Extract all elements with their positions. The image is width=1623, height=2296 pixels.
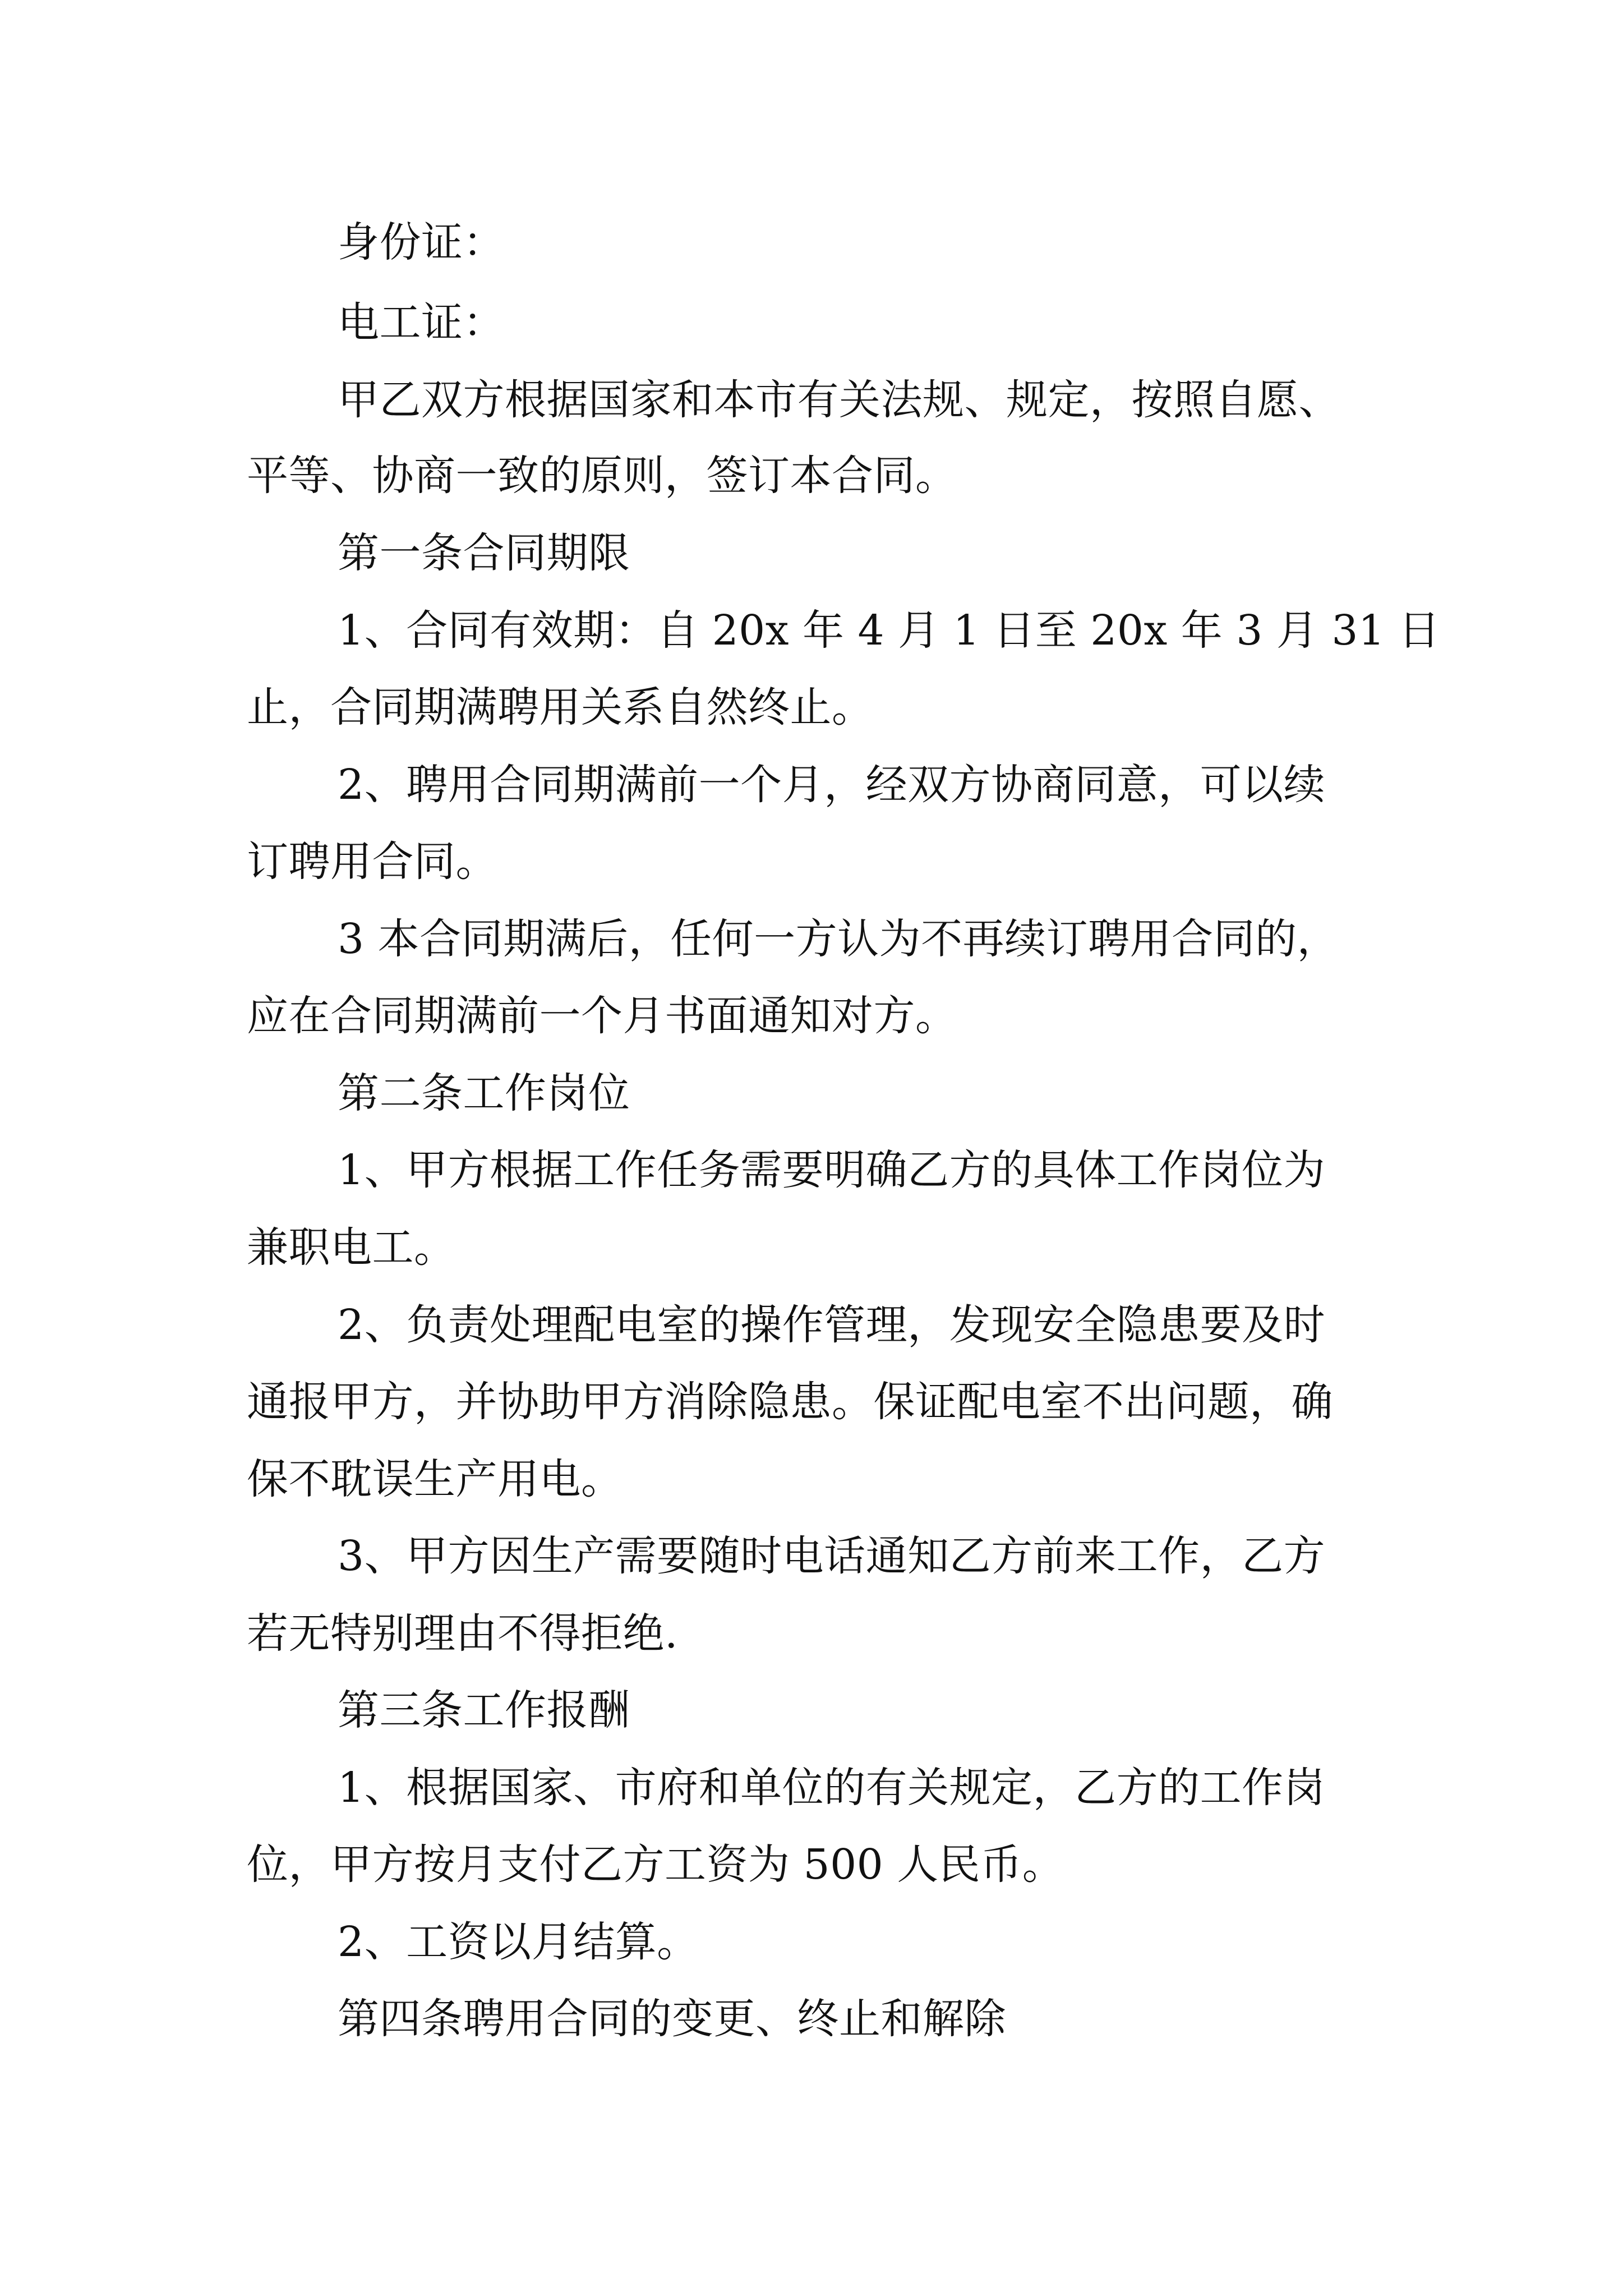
article-1-item-1-line-1: 1、合同有效期：自 20x 年 4 月 1 日至 20x 年 3 月 31 日 — [338, 606, 1441, 655]
article-4-heading: 第四条聘用合同的变更、终止和解除 — [338, 1995, 1006, 2043]
article-1-item-1-line-2: 止，合同期满聘用关系自然终止。 — [247, 683, 874, 731]
preamble-line-1: 甲乙双方根据国家和本市有关法规、规定，按照自愿、 — [338, 376, 1340, 424]
article-1-item-2-line-2: 订聘用合同。 — [247, 838, 497, 886]
article-3-item-1-line-2: 位，甲方按月支付乙方工资为 500 人民币。 — [247, 1841, 1064, 1889]
article-2-item-3-line-2: 若无特别理由不得拒绝. — [247, 1609, 679, 1658]
article-1-item-2-line-1: 2、聘用合同期满前一个月，经双方协商同意，可以续 — [338, 761, 1326, 809]
preamble-line-2: 平等、协商一致的原则，签订本合同。 — [247, 452, 957, 500]
article-2-item-2-line-1: 2、负责处理配电室的操作管理，发现安全隐患要及时 — [338, 1301, 1326, 1349]
article-1-heading: 第一条合同期限 — [338, 529, 630, 577]
article-2-item-1-line-2: 兼职电工。 — [247, 1223, 456, 1272]
article-1-item-3-line-1: 3 本合同期满后，任何一方认为不再续订聘用合同的， — [338, 915, 1339, 963]
article-2-item-2-line-2: 通报甲方，并协助甲方消除隐患。保证配电室不出问题，确 — [247, 1378, 1333, 1426]
article-3-item-1-line-1: 1、根据国家、市府和单位的有关规定，乙方的工作岗 — [338, 1764, 1326, 1812]
article-3-heading: 第三条工作报酬 — [338, 1686, 630, 1734]
electrician-cert-label: 电工证： — [338, 298, 505, 347]
article-1-item-3-line-2: 应在合同期满前一个月书面通知对方。 — [247, 992, 957, 1040]
id-card-label: 身份证： — [338, 218, 505, 266]
article-2-item-1-line-1: 1、甲方根据工作任务需要明确乙方的具体工作岗位为 — [338, 1146, 1326, 1194]
article-2-item-2-line-3: 保不耽误生产用电。 — [247, 1455, 623, 1503]
article-3-item-2: 2、工资以月结算。 — [338, 1918, 699, 1966]
article-2-item-3-line-1: 3、甲方因生产需要随时电话通知乙方前来工作，乙方 — [338, 1532, 1326, 1580]
article-2-heading: 第二条工作岗位 — [338, 1069, 630, 1117]
